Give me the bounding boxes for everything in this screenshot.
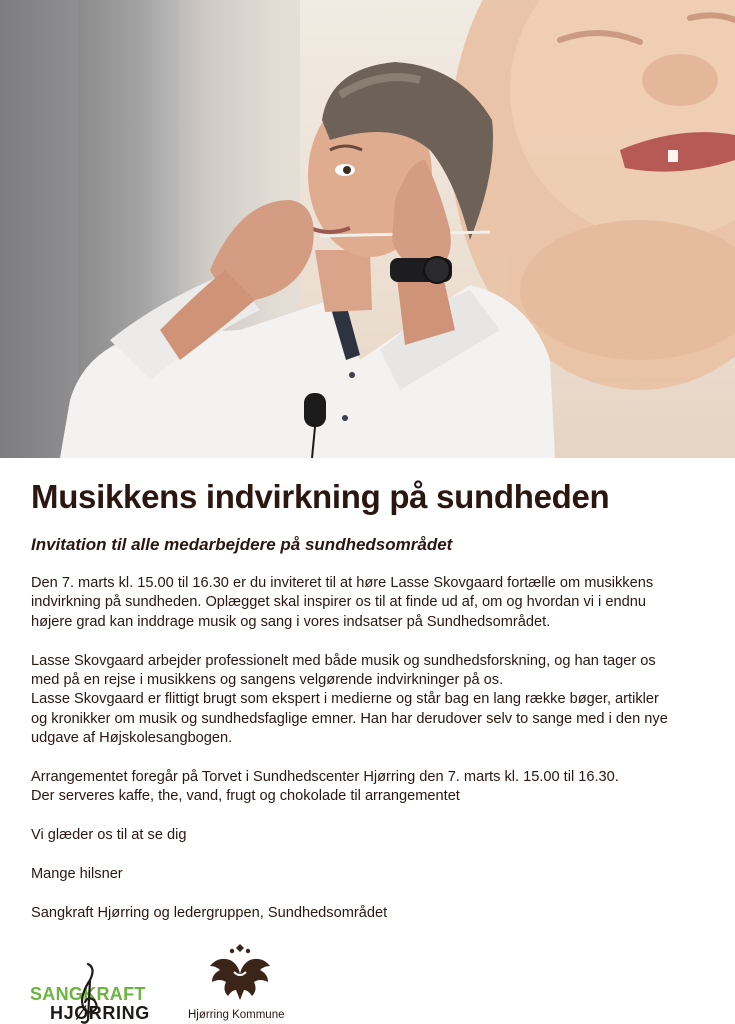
- paragraph-event-details: [31, 768, 721, 807]
- hero-photo: [0, 0, 735, 458]
- text-line: og kronikker om musik og sundhedsfaglige emner. Han har derudover selv to sange med i den nye: [31, 710, 668, 727]
- paragraph-greeting: [31, 826, 721, 845]
- paragraph-intro: [31, 574, 721, 632]
- subheadline: Invitation til alle medarbejdere på sundhedsområdet: [31, 535, 453, 554]
- text-line: med på en rejse i musikkens og sangens velgørende indvirkninger på os.: [31, 672, 504, 689]
- text-line: Den 7. marts kl. 15.00 til 16.30 er du inviteret til at høre Lasse Skovgaard fortælle om musikkens: [31, 575, 654, 591]
- text-line: Lasse Skovgaard er flittigt brugt som ekspert i medierne og står bag en lang række bøger, artikler: [31, 691, 659, 708]
- paragraph-signature: [31, 904, 721, 923]
- headline: Musikkens indvirkning på sundheden: [31, 478, 610, 515]
- text-line: udgave af Højskolesangbogen.: [31, 730, 233, 747]
- text-line: Sangkraft Hjørring og ledergruppen, Sundhedsområdet: [31, 904, 388, 921]
- invitation-body: [31, 574, 721, 943]
- text-line: højere grad kan inddrage musik og sang i vores indsatser på Sundhedsområdet.: [31, 613, 551, 630]
- paragraph-speaker: [31, 652, 721, 749]
- sangkraft-hjorring-logo: [30, 962, 170, 1024]
- municipality-name: Hjørring Kommune: [188, 1009, 285, 1021]
- text-line: Lasse Skovgaard arbejder professionelt med både musik og sundhedsforskning, og han tager os: [31, 652, 656, 669]
- sangkraft-logo-line2: HJØRRING: [50, 1003, 150, 1023]
- hjorring-kommune-logo: [188, 944, 298, 1024]
- text-line: indvirkning på sundheden. Oplægget skal inspirer os til at finde ud af, om og hvordan vi i endnu: [31, 594, 646, 611]
- paragraph-regards: [31, 865, 721, 884]
- speaker-illustration: [0, 0, 735, 458]
- text-line: Mange hilsner: [31, 866, 123, 883]
- text-line: Der serveres kaffe, the, vand, frugt og chokolade til arrangementet: [31, 788, 460, 805]
- text-line: Vi glæder os til at se dig: [31, 827, 187, 844]
- hjorring-coat-of-arms-icon: [188, 944, 298, 1006]
- text-line: Arrangementet foregår på Torvet i Sundhedscenter Hjørring den 7. marts kl. 15.00 til 16.30.: [31, 769, 619, 786]
- lapel-microphone: [304, 393, 326, 427]
- sangkraft-logo-line1: SANGKRAFT: [30, 984, 146, 1004]
